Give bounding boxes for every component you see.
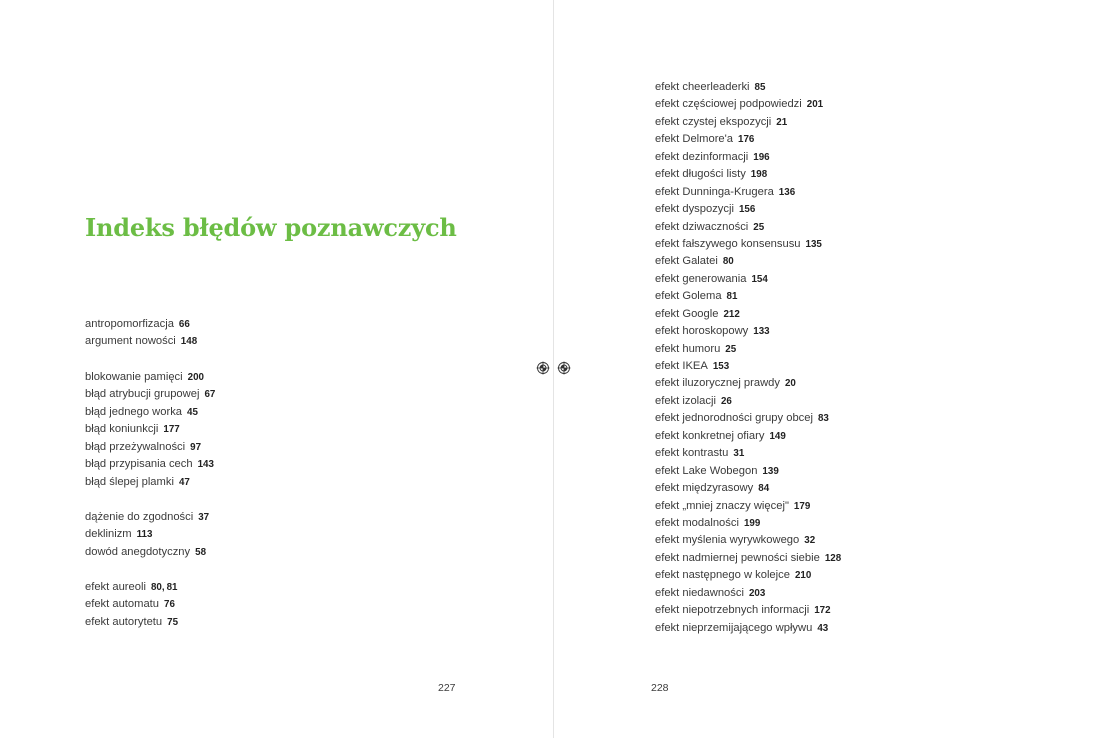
index-page-ref: 47 <box>178 476 190 488</box>
index-term: błąd przypisania cech <box>85 458 193 471</box>
index-entry <box>655 201 841 218</box>
index-page-ref: 26 <box>720 395 732 407</box>
index-term: efekt generowania <box>655 272 747 285</box>
index-page-ref: 149 <box>769 430 786 442</box>
index-entry <box>85 509 209 526</box>
index-entry <box>655 341 841 358</box>
index-entry <box>85 596 178 613</box>
index-page-ref: 21 <box>776 116 788 128</box>
index-entry <box>655 602 841 619</box>
index-page-ref: 45 <box>187 406 198 418</box>
index-term: efekt Dunninga-Krugera <box>655 185 774 198</box>
index-entry <box>85 439 215 456</box>
index-entry <box>85 579 178 596</box>
index-term: efekt cheerleaderki <box>655 81 750 93</box>
index-term: efekt dezinformacji <box>655 150 749 163</box>
page-title: Indeks błędów poznawczych <box>85 213 457 242</box>
index-term: efekt „mniej znaczy więcej" <box>655 499 789 512</box>
index-term: błąd przeżywalności <box>85 440 186 453</box>
index-term: efekt nieprzemijającego wpływu <box>655 621 813 634</box>
index-page-ref: 198 <box>750 169 768 181</box>
index-entry <box>655 114 841 131</box>
index-page-ref: 199 <box>743 517 761 529</box>
index-entry <box>85 421 215 438</box>
index-entry <box>655 463 841 480</box>
crosshair-target-icon <box>536 361 550 375</box>
index-entry <box>85 526 209 543</box>
index-page-ref: 25 <box>725 343 737 355</box>
crosshair-target-icon <box>557 361 571 375</box>
index-page-ref: 139 <box>762 465 779 477</box>
index-page-ref: 81 <box>726 291 738 303</box>
index-term: efekt długości listy <box>655 168 746 181</box>
index-entry <box>85 369 215 386</box>
index-entry <box>655 620 841 637</box>
index-page-ref: 25 <box>753 221 765 233</box>
index-entry <box>655 428 841 445</box>
index-page-ref: 20 <box>784 378 796 390</box>
index-term: efekt iluzorycznej prawdy <box>655 377 780 390</box>
index-page-ref: 212 <box>723 308 740 320</box>
page-number: 228 <box>651 682 669 694</box>
index-entry <box>655 393 841 410</box>
index-entry <box>655 515 841 532</box>
index-group-e <box>85 579 178 631</box>
index-entry <box>655 219 841 236</box>
index-term: efekt automatu <box>85 598 160 611</box>
index-page-ref: 201 <box>806 99 824 111</box>
index-page-ref: 76 <box>164 599 175 611</box>
index-page-ref: 37 <box>198 512 210 523</box>
index-term: efekt autorytetu <box>85 615 163 628</box>
index-entry <box>655 550 841 567</box>
index-page-ref: 128 <box>824 552 842 564</box>
index-page-ref: 80 <box>722 256 734 268</box>
index-entry <box>655 288 841 305</box>
index-page-ref: 136 <box>778 186 796 198</box>
index-entry <box>655 271 841 288</box>
index-term: efekt niedawności <box>655 586 744 599</box>
index-term: efekt Lake Wobegon <box>655 464 758 477</box>
index-entry <box>655 236 841 253</box>
index-term: efekt czystej ekspozycji <box>655 115 772 128</box>
index-page-ref: 172 <box>814 605 831 617</box>
index-page-ref: 66 <box>178 319 190 330</box>
index-entry <box>85 386 215 403</box>
index-entry <box>85 456 215 473</box>
index-entry <box>85 614 178 631</box>
index-term: błąd ślepej plamki <box>85 475 174 488</box>
index-term: dążenie do zgodności <box>85 511 194 523</box>
index-page-ref: 97 <box>190 441 202 453</box>
index-term: efekt fałszywego konsensusu <box>655 237 801 250</box>
index-entry <box>655 79 841 96</box>
index-page-ref: 148 <box>180 336 198 348</box>
index-term: efekt nadmiernej pewności siebie <box>655 551 820 564</box>
index-page-ref: 153 <box>712 361 730 372</box>
index-list-right <box>655 79 841 637</box>
index-entry <box>655 375 841 392</box>
index-page-ref: 80 <box>150 582 162 593</box>
index-page-ref: 176 <box>738 134 755 146</box>
page-number: 227 <box>438 682 456 694</box>
index-entry <box>655 323 841 340</box>
index-entry <box>85 544 209 561</box>
index-page-ref: 154 <box>751 273 768 285</box>
index-entry <box>655 131 841 148</box>
index-entry <box>85 316 197 333</box>
index-page-ref: 133 <box>753 326 770 338</box>
index-term: dowód anegdotyczny <box>85 545 191 558</box>
index-entry <box>655 410 841 427</box>
index-entry <box>655 149 841 166</box>
index-group-b <box>85 369 215 491</box>
index-page-ref: 43 <box>817 622 829 634</box>
index-term: efekt dziwaczności <box>655 220 749 233</box>
index-page-ref: 84 <box>758 483 770 495</box>
index-term: efekt niepotrzebnych informacji <box>655 604 810 617</box>
index-term: efekt humoru <box>655 342 721 355</box>
index-entry <box>655 253 841 270</box>
index-group-d <box>85 509 209 561</box>
index-term: efekt modalności <box>655 516 739 529</box>
index-term: efekt horoskopowy <box>655 325 749 338</box>
index-page-ref: 83 <box>817 413 829 425</box>
index-entry <box>655 184 841 201</box>
index-term: efekt izolacji <box>655 394 716 407</box>
index-page-ref: 58 <box>195 546 207 558</box>
index-entry <box>655 480 841 497</box>
index-page-ref: 200 <box>187 372 204 383</box>
index-term: blokowanie pamięci <box>85 371 183 383</box>
index-entry <box>85 404 215 421</box>
index-entry <box>655 445 841 462</box>
index-term: efekt konkretnej ofiary <box>655 429 765 442</box>
index-term: efekt IKEA <box>655 360 708 372</box>
index-entry <box>655 306 841 323</box>
index-term: deklinizm <box>85 528 132 541</box>
index-term: efekt kontrastu <box>655 447 729 460</box>
index-page-ref: 210 <box>794 570 812 582</box>
index-page-ref: 177 <box>163 424 180 436</box>
index-page-ref: 135 <box>805 238 822 250</box>
index-page-ref: 31 <box>733 448 745 460</box>
index-term: błąd koniunkcji <box>85 423 159 436</box>
index-page-ref: 143 <box>197 459 214 471</box>
index-entry <box>655 585 841 602</box>
index-page-ref: 196 <box>753 151 770 163</box>
index-term: błąd jednego worka <box>85 405 183 418</box>
index-entry <box>655 532 841 549</box>
index-page-ref: 32 <box>804 535 816 547</box>
index-term: efekt częściowej podpowiedzi <box>655 98 802 111</box>
index-term: efekt międzyrasowy <box>655 482 754 495</box>
index-page-ref: 156 <box>738 204 756 216</box>
index-term: efekt jednorodności grupy obcej <box>655 412 813 425</box>
index-term: błąd atrybucji grupowej <box>85 388 200 401</box>
index-entry <box>655 96 841 113</box>
page-ref-separator: , <box>161 582 165 593</box>
index-term: efekt Google <box>655 307 719 320</box>
index-entry <box>655 498 841 515</box>
index-page-ref: 85 <box>754 82 766 93</box>
index-page-ref: 81 <box>166 582 178 593</box>
index-entry <box>655 567 841 584</box>
index-page-ref: 179 <box>793 500 811 512</box>
index-term: argument nowości <box>85 335 176 348</box>
index-term: efekt aureoli <box>85 581 146 593</box>
index-entry <box>85 333 197 350</box>
index-entry <box>85 474 215 491</box>
index-page-ref: 203 <box>748 587 766 599</box>
index-term: antropomorfizacja <box>85 318 174 330</box>
index-page-ref: 75 <box>167 616 179 628</box>
index-term: efekt następnego w kolejce <box>655 569 790 582</box>
index-page-ref: 113 <box>136 529 153 541</box>
index-page-ref: 67 <box>204 389 216 401</box>
index-term: efekt dyspozycji <box>655 203 734 216</box>
index-entry <box>655 358 841 375</box>
index-group-a <box>85 316 197 351</box>
index-term: efekt myślenia wyrywkowego <box>655 534 800 547</box>
right-page <box>554 0 1107 738</box>
index-term: efekt Galatei <box>655 255 718 268</box>
index-entry <box>655 166 841 183</box>
left-page <box>0 0 553 738</box>
index-term: efekt Delmore'a <box>655 133 733 146</box>
index-term: efekt Golema <box>655 290 722 303</box>
